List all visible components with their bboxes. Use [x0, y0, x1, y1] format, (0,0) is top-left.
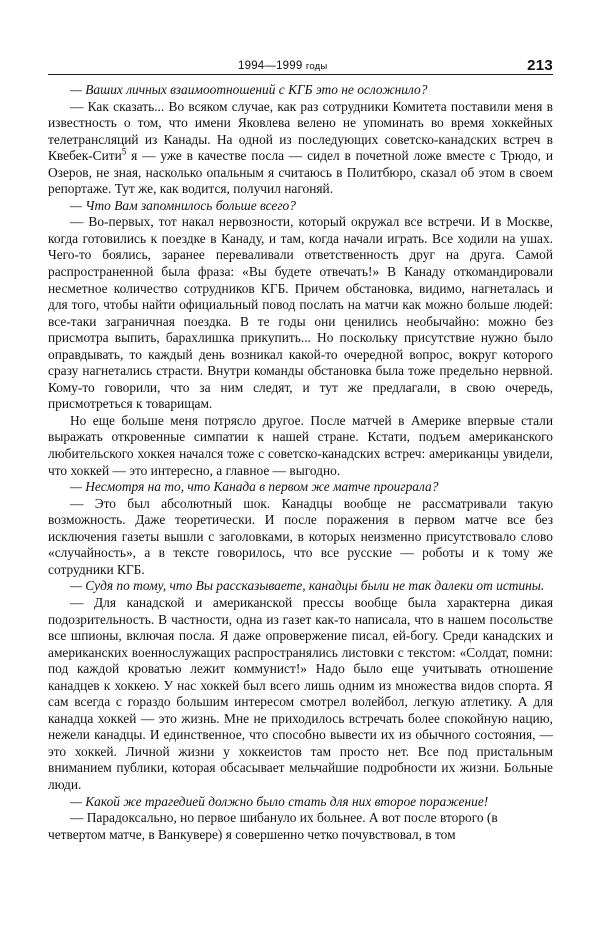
footnote-marker: 5	[121, 146, 127, 157]
interview-question: — Несмотря на то, что Канада в первом же матче проиграла?	[70, 479, 439, 495]
interview-answer: — Для канадской и американской прессы вообще была характерна дикая подозрительность. В частности, одна из газет как-то написала, что в нашем посольстве все шпионы, включая посла. Я даже опровержение писал, ей-богу. Среди канадских и американских военнослужащих распространялись листовки с текстом: «Солдат, помни: под каждой кроватью лежит коммунист!» Надо было еще учитывать отношение канадцев к хоккею. У нас хоккей был всего лишь одним из множества видов спорта. Я сам всегда с гораздо большим интересом смотрел волейбол, легкую атлетику. А для канадца хоккей — это жизнь. Мне не приходилось встречать более спокойную нацию, нежели канадцы. И единственное, что способно вывести их из обычного состояния, — это хоккей. Личной жизни у хоккеистов там просто нет. Все под пристальным вниманием публики, которая обсасывает мельчайшие подробности их жизни. Больные люди.	[48, 594, 553, 792]
interview-question: — Что Вам запомнилось больше всего?	[70, 197, 296, 213]
page-number: 213	[527, 57, 553, 74]
running-head	[48, 50, 553, 72]
answer-text-part-2: я — уже в качестве посла — сидел в почетной ложе вместе с Трюдо, и Озеров, не зная, насколько опальным я считаюсь в Политбюро, сказал об этом в своем репортаже. Тут же, как водится, получил нагоняй.	[48, 148, 553, 197]
interview-question: — Какой же трагедией должно было стать для них второе поражение!	[70, 793, 489, 809]
interview-question: — Ваших личных взаимоотношений с КГБ это не осложнило?	[70, 82, 428, 97]
interview-question: — Судя по тому, что Вы рассказываете, канадцы были не так далеки от истины.	[70, 578, 545, 594]
interview-answer: — Это был абсолютный шок. Канадцы вообще не рассматривали такую возможность. Даже теоретически. И после поражения в первом матче все без исключения газеты вышли с заголовками, в которых неизменно присутствовало слово «случайность», а в тексте говорилось, что все русские — роботы и к тому же сотрудники КГБ.	[48, 495, 553, 577]
header-rule	[48, 74, 553, 75]
running-head-title	[238, 60, 327, 72]
interview-answer	[48, 99, 553, 198]
running-head-years: 1994—1999	[238, 60, 303, 72]
interview-answer: — Парадоксально, но первое шибануло их больнее. А вот после второго (в четвертом матче, в Ванкувере) я совершенно четко почувствовал, в том	[48, 810, 498, 842]
interview-answer: — Во-первых, тот накал нервозности, который окружал все встречи. И в Москве, когда готовились к поездке в Канаду, и там, когда начали играть. Все ходили на ушах. Чего-то боялись, заранее переваливали ответственность друг на друга. Самой распространенной была фраза: «Вы будете отвечать!» В Канаду откомандировали несметное количество сотрудников КГБ. Причем обстановка, видимо, нагнеталась и для того, чтобы найти официальный повод послать на матчи как можно больше людей: все-таки заграничная поездка. В те годы они ценились необычайно: можно без присмотра выпить, барахлишка прикупить... Но поскольку присутствие нужно было оправдывать, то каждый день возникал какой-то очередной вопрос, вокруг которого сразу нагнетались страсти. Внутри команды обстановка была тоже предельно нервной. Кому-то говорили, что за ним следят, и тут же предлагали, в свою очередь, присмотреться к товарищам.	[48, 214, 553, 412]
body-text	[48, 82, 553, 843]
answer-text-part-1: — Как сказать... Во всяком случае, как раз сотрудники Комитета поставили меня в известность о том, что имени Яковлева велено не упоминать во время хоккейных телетрансляций из Канады. На одной из последующих советско-канадских встреч в Квебек-Сити	[48, 98, 553, 164]
narrative-paragraph: Но еще больше меня потрясло другое. После матчей в Америке впервые стали выражать откровенные симпатии к нашей стране. Кстати, подъем американского любительского хоккея начался тоже с советско-канадских встреч: американцы увидели, что хоккей — это интересно, а главное — выгодно.	[48, 412, 553, 478]
running-head-word: годы	[305, 61, 328, 72]
